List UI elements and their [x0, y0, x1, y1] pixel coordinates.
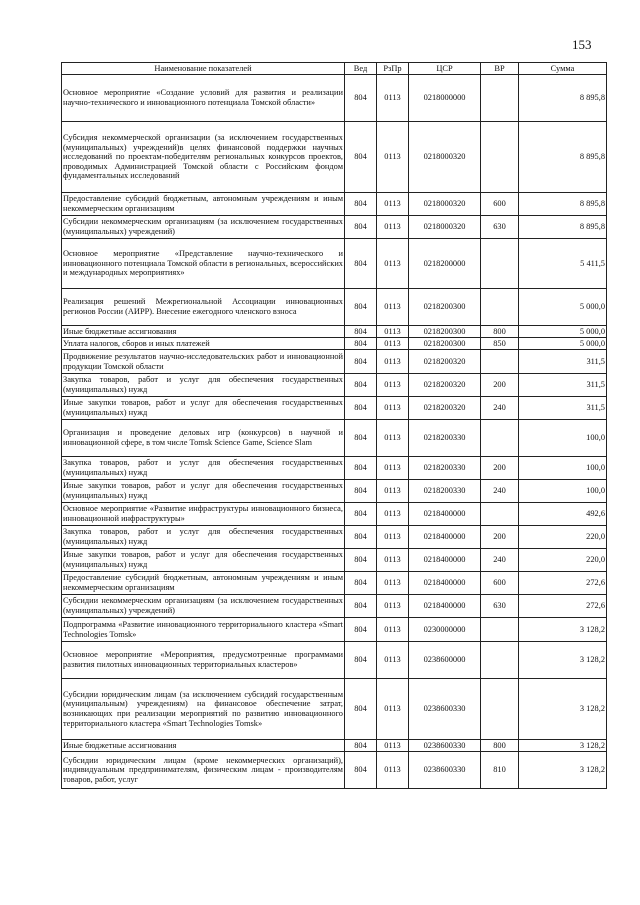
cell-rzpr: 0113	[377, 122, 409, 193]
table-row	[62, 420, 607, 457]
cell-vr: 850	[481, 338, 519, 350]
cell-csr: 0238600000	[409, 642, 481, 679]
cell-sum: 100,0	[519, 457, 607, 480]
cell-sum: 5 000,0	[519, 338, 607, 350]
cell-vr	[481, 679, 519, 740]
cell-rzpr: 0113	[377, 289, 409, 326]
table-row	[62, 740, 607, 752]
cell-ved: 804	[345, 752, 377, 789]
table-row	[62, 374, 607, 397]
cell-vr: 630	[481, 595, 519, 618]
budget-table	[61, 62, 607, 789]
cell-sum: 3 128,2	[519, 618, 607, 642]
cell-rzpr: 0113	[377, 420, 409, 457]
cell-rzpr: 0113	[377, 480, 409, 503]
cell-name: Уплата налогов, сборов и иных платежей	[62, 338, 345, 350]
table-row	[62, 679, 607, 740]
cell-name: Иные закупки товаров, работ и услуг для обеспечения государственных (муниципальных) нужд	[62, 549, 345, 572]
cell-csr: 0218200330	[409, 480, 481, 503]
cell-ved: 804	[345, 338, 377, 350]
cell-vr: 200	[481, 526, 519, 549]
cell-vr	[481, 289, 519, 326]
table-row	[62, 457, 607, 480]
cell-rzpr: 0113	[377, 572, 409, 595]
cell-vr: 200	[481, 457, 519, 480]
cell-csr: 0218000320	[409, 122, 481, 193]
header-name: Наименование показателей	[62, 63, 345, 75]
cell-sum: 100,0	[519, 480, 607, 503]
cell-ved: 804	[345, 374, 377, 397]
cell-csr: 0218200320	[409, 397, 481, 420]
cell-csr: 0218400000	[409, 526, 481, 549]
cell-sum: 492,6	[519, 503, 607, 526]
cell-csr: 0218200330	[409, 457, 481, 480]
cell-rzpr: 0113	[377, 216, 409, 239]
cell-name: Закупка товаров, работ и услуг для обеспечения государственных (муниципальных) нужд	[62, 457, 345, 480]
cell-csr: 0218400000	[409, 549, 481, 572]
cell-name: Иные бюджетные ассигнования	[62, 326, 345, 338]
cell-csr: 0218000320	[409, 193, 481, 216]
cell-name: Предоставление субсидий бюджетным, автономным учреждениям и иным некоммерческим организациям	[62, 193, 345, 216]
cell-vr	[481, 642, 519, 679]
table-row	[62, 618, 607, 642]
cell-ved: 804	[345, 350, 377, 374]
cell-vr: 240	[481, 480, 519, 503]
cell-csr: 0218000000	[409, 75, 481, 122]
cell-name: Иные закупки товаров, работ и услуг для обеспечения государственных (муниципальных) нужд	[62, 480, 345, 503]
cell-ved: 804	[345, 75, 377, 122]
cell-csr: 0218000320	[409, 216, 481, 239]
table-row	[62, 75, 607, 122]
cell-sum: 3 128,2	[519, 679, 607, 740]
table-row	[62, 326, 607, 338]
table-row	[62, 193, 607, 216]
table-row	[62, 642, 607, 679]
cell-rzpr: 0113	[377, 740, 409, 752]
cell-vr	[481, 618, 519, 642]
cell-ved: 804	[345, 595, 377, 618]
cell-vr: 800	[481, 740, 519, 752]
cell-name: Субсидии некоммерческим организациям (за исключением государственных (муниципальных) учреждений)	[62, 595, 345, 618]
cell-csr: 0218400000	[409, 572, 481, 595]
cell-name: Основное мероприятие «Создание условий для развития и реализации научно-технического и инновационного потенциала Томской области»	[62, 75, 345, 122]
table-row	[62, 595, 607, 618]
cell-sum: 5 000,0	[519, 289, 607, 326]
cell-csr: 0218400000	[409, 595, 481, 618]
cell-rzpr: 0113	[377, 457, 409, 480]
cell-name: Иные закупки товаров, работ и услуг для обеспечения государственных (муниципальных) нужд	[62, 397, 345, 420]
cell-sum: 311,5	[519, 397, 607, 420]
cell-vr: 630	[481, 216, 519, 239]
cell-sum: 220,0	[519, 526, 607, 549]
table-row	[62, 572, 607, 595]
cell-ved: 804	[345, 642, 377, 679]
cell-ved: 804	[345, 740, 377, 752]
cell-vr: 810	[481, 752, 519, 789]
cell-name: Субсидии юридическим лицам (за исключением субсидий государственным (муниципальным) учреждениям) на финансовое обеспечение затрат, возникающих при реализации мероприятий по развитию инновационного территориального кластера «Smart Technologies Tomsk»	[62, 679, 345, 740]
header-csr: ЦСР	[409, 63, 481, 75]
cell-rzpr: 0113	[377, 752, 409, 789]
table-row	[62, 239, 607, 289]
cell-csr: 0230000000	[409, 618, 481, 642]
cell-sum: 8 895,8	[519, 193, 607, 216]
cell-sum: 8 895,8	[519, 216, 607, 239]
cell-csr: 0218200320	[409, 350, 481, 374]
cell-rzpr: 0113	[377, 618, 409, 642]
cell-sum: 220,0	[519, 549, 607, 572]
cell-vr	[481, 503, 519, 526]
cell-name: Основное мероприятие «Представление научно-технического и инновационного потенциала Томской области в региональных, всероссийских и международных мероприятиях»	[62, 239, 345, 289]
cell-vr	[481, 239, 519, 289]
cell-vr: 200	[481, 374, 519, 397]
cell-vr	[481, 122, 519, 193]
cell-sum: 5 000,0	[519, 326, 607, 338]
table-row	[62, 338, 607, 350]
cell-name: Организация и проведение деловых игр (конкурсов) в научной и инновационной сфере, в том числе Tomsk Science Game, Science Slam	[62, 420, 345, 457]
cell-rzpr: 0113	[377, 350, 409, 374]
cell-ved: 804	[345, 480, 377, 503]
table-row	[62, 549, 607, 572]
cell-name: Основное мероприятие «Мероприятия, предусмотренные программами развития пилотных инновационных территориальных кластеров»	[62, 642, 345, 679]
cell-name: Субсидии некоммерческим организациям (за исключением государственных (муниципальных) учреждений)	[62, 216, 345, 239]
cell-csr: 0218200330	[409, 420, 481, 457]
table-row	[62, 122, 607, 193]
cell-sum: 311,5	[519, 374, 607, 397]
cell-vr: 240	[481, 549, 519, 572]
table-row	[62, 503, 607, 526]
cell-csr: 0238600330	[409, 752, 481, 789]
cell-name: Основное мероприятие «Развитие инфраструктуры инновационного бизнеса, инновационной инфраструктуры»	[62, 503, 345, 526]
cell-ved: 804	[345, 239, 377, 289]
cell-ved: 804	[345, 216, 377, 239]
cell-rzpr: 0113	[377, 239, 409, 289]
cell-rzpr: 0113	[377, 374, 409, 397]
cell-ved: 804	[345, 679, 377, 740]
cell-csr: 0218200300	[409, 289, 481, 326]
header-rzpr: РзПр	[377, 63, 409, 75]
table-row	[62, 526, 607, 549]
cell-vr	[481, 75, 519, 122]
header-vr: ВР	[481, 63, 519, 75]
cell-sum: 272,6	[519, 595, 607, 618]
cell-ved: 804	[345, 503, 377, 526]
cell-rzpr: 0113	[377, 75, 409, 122]
cell-name: Предоставление субсидий бюджетным, автономным учреждениям и иным некоммерческим организациям	[62, 572, 345, 595]
table-row	[62, 397, 607, 420]
header-ved: Вед	[345, 63, 377, 75]
cell-sum: 8 895,8	[519, 122, 607, 193]
cell-name: Реализация решений Межрегиональной Ассоциации инновационных регионов России (АИРР). Внесение ежегодного членского взноса	[62, 289, 345, 326]
cell-sum: 272,6	[519, 572, 607, 595]
cell-ved: 804	[345, 457, 377, 480]
cell-csr: 0218200000	[409, 239, 481, 289]
cell-ved: 804	[345, 122, 377, 193]
cell-rzpr: 0113	[377, 503, 409, 526]
cell-vr	[481, 420, 519, 457]
cell-name: Закупка товаров, работ и услуг для обеспечения государственных (муниципальных) нужд	[62, 526, 345, 549]
cell-ved: 804	[345, 420, 377, 457]
cell-sum: 100,0	[519, 420, 607, 457]
table-row	[62, 289, 607, 326]
cell-rzpr: 0113	[377, 338, 409, 350]
cell-sum: 3 128,2	[519, 752, 607, 789]
cell-ved: 804	[345, 289, 377, 326]
cell-csr: 0218200300	[409, 326, 481, 338]
cell-name: Субсидии юридическим лицам (кроме некоммерческих организаций), индивидуальным предпринимателям, физическим лицам - производителям товаров, работ, услуг	[62, 752, 345, 789]
table-row	[62, 480, 607, 503]
cell-vr: 600	[481, 572, 519, 595]
cell-rzpr: 0113	[377, 193, 409, 216]
cell-csr: 0238600330	[409, 679, 481, 740]
cell-name: Иные бюджетные ассигнования	[62, 740, 345, 752]
header-sum: Сумма	[519, 63, 607, 75]
cell-name: Закупка товаров, работ и услуг для обеспечения государственных (муниципальных) нужд	[62, 374, 345, 397]
cell-csr: 0218200320	[409, 374, 481, 397]
cell-sum: 311,5	[519, 350, 607, 374]
table-row	[62, 350, 607, 374]
cell-rzpr: 0113	[377, 642, 409, 679]
cell-csr: 0218400000	[409, 503, 481, 526]
cell-rzpr: 0113	[377, 679, 409, 740]
cell-ved: 804	[345, 397, 377, 420]
cell-vr: 240	[481, 397, 519, 420]
cell-sum: 8 895,8	[519, 75, 607, 122]
cell-rzpr: 0113	[377, 549, 409, 572]
cell-rzpr: 0113	[377, 526, 409, 549]
cell-ved: 804	[345, 526, 377, 549]
cell-csr: 0218200300	[409, 338, 481, 350]
cell-name: Подпрограмма «Развитие инновационного территориального кластера «Smart Technologies Tomsk»	[62, 618, 345, 642]
cell-vr: 600	[481, 193, 519, 216]
cell-sum: 5 411,5	[519, 239, 607, 289]
cell-vr: 800	[481, 326, 519, 338]
cell-sum: 3 128,2	[519, 740, 607, 752]
cell-ved: 804	[345, 549, 377, 572]
cell-name: Продвижение результатов научно-исследовательских работ и инновационной продукции Томской области	[62, 350, 345, 374]
cell-ved: 804	[345, 193, 377, 216]
header-row	[62, 63, 607, 75]
cell-rzpr: 0113	[377, 595, 409, 618]
table-row	[62, 216, 607, 239]
cell-rzpr: 0113	[377, 397, 409, 420]
cell-ved: 804	[345, 618, 377, 642]
cell-vr	[481, 350, 519, 374]
cell-name: Субсидия некоммерческой организации (за исключением государственных (муниципальных) учреждений)в целях финансовой поддержки научных исследований по проектам-победителям региональных конкурсов проектов, проводимых Администрацией Томской области с Российским фондом фундаментальных исследований	[62, 122, 345, 193]
cell-rzpr: 0113	[377, 326, 409, 338]
cell-sum: 3 128,2	[519, 642, 607, 679]
table-row	[62, 752, 607, 789]
cell-ved: 804	[345, 572, 377, 595]
page-number: 153	[572, 37, 592, 52]
cell-ved: 804	[345, 326, 377, 338]
cell-csr: 0238600330	[409, 740, 481, 752]
